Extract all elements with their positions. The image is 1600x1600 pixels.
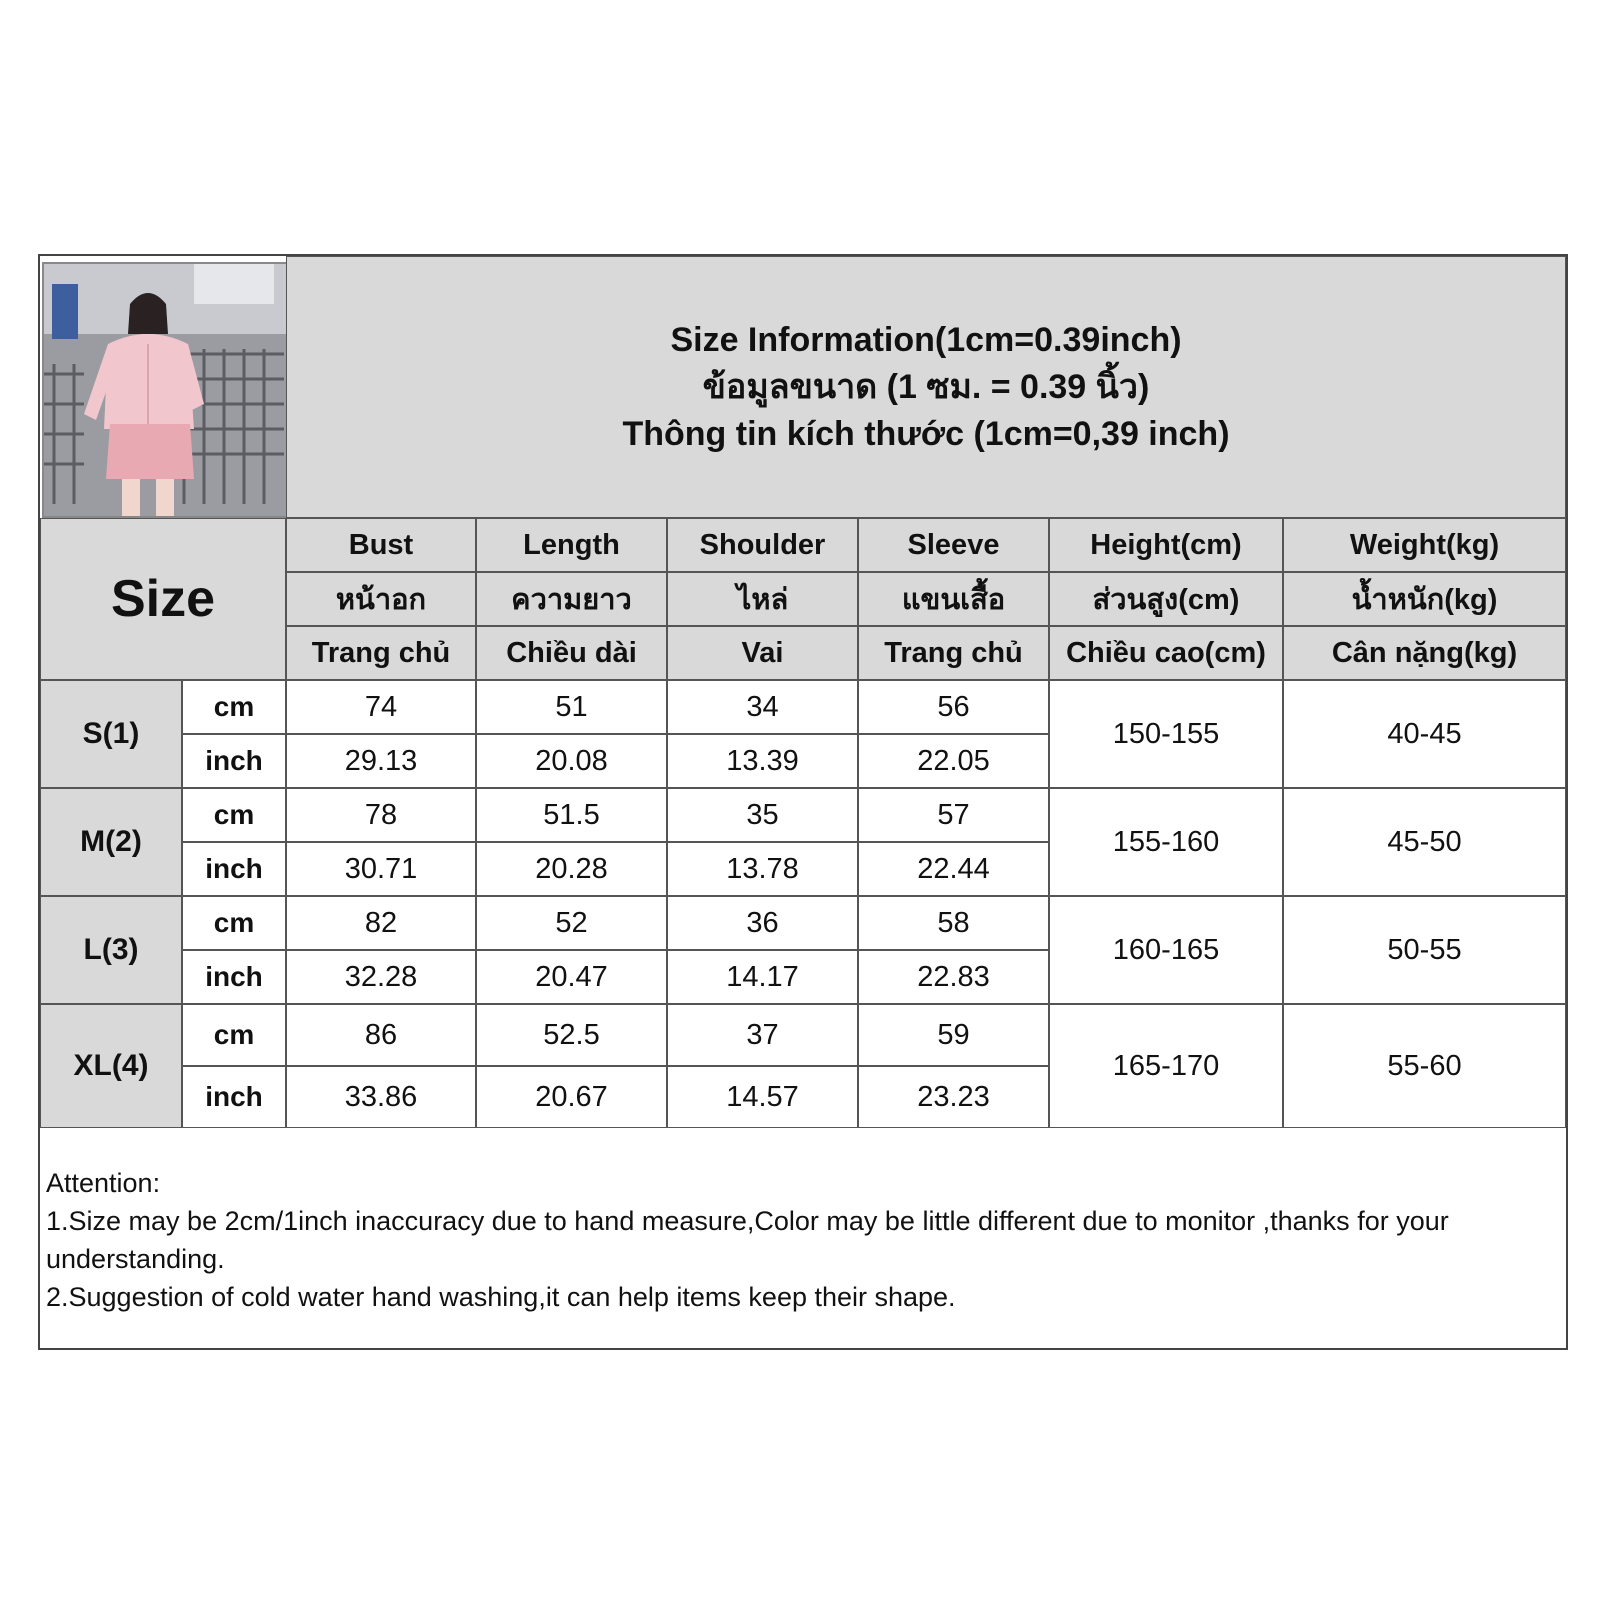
inch-value-cell (286, 950, 476, 1004)
column-header-th-text: ความยาว (511, 584, 632, 616)
weight-range-cell (1283, 896, 1566, 1004)
inch-value-cell-text: 29.13 (344, 744, 418, 777)
height-range-cell-text: 150-155 (1112, 717, 1220, 750)
column-header-th-text: ไหล่ (736, 584, 789, 616)
cm-value-cell (858, 680, 1049, 734)
column-header-en (286, 518, 476, 572)
inch-value-cell (858, 1066, 1049, 1128)
inch-value-cell-text: 33.86 (344, 1080, 418, 1113)
product-photo (42, 262, 288, 518)
cm-value-cell (858, 788, 1049, 842)
inch-value-cell-text: 14.57 (726, 1080, 799, 1113)
cm-value-cell (286, 1004, 476, 1066)
cm-value-cell-text: 58 (937, 906, 970, 939)
cm-value-cell (476, 1004, 667, 1066)
inch-value-cell (286, 842, 476, 896)
note-1: 1.Size may be 2cm/1inch inaccuracy due to hand measure,Color may be little different due to monitor ,thanks for your understanding. (46, 1206, 1449, 1274)
inch-value-cell (858, 950, 1049, 1004)
column-header-vi-text: Trang chủ (884, 636, 1023, 669)
cm-value-cell-text: 74 (364, 690, 398, 723)
cm-value-cell-text: 51 (555, 690, 588, 723)
cm-value-cell (858, 896, 1049, 950)
unit-label-cm (182, 680, 286, 734)
inch-value-cell (476, 1066, 667, 1128)
column-header-th (476, 572, 667, 626)
size-row-label-text: L(3) (83, 933, 139, 966)
inch-value-cell-text: 22.44 (917, 852, 990, 885)
column-header-en-text: Shoulder (699, 528, 826, 561)
cm-value-cell (476, 896, 667, 950)
note-2: 2.Suggestion of cold water hand washing,it can help items keep their shape. (46, 1282, 956, 1312)
attention-notes (40, 1162, 1566, 1348)
column-header-vi-text: Vai (741, 636, 784, 669)
cm-value-cell (667, 896, 858, 950)
cm-value-cell-text: 57 (937, 798, 970, 831)
column-header-vi-text: Trang chủ (311, 636, 451, 669)
column-header-vi (667, 626, 858, 680)
column-header-vi (858, 626, 1049, 680)
column-header-en (1049, 518, 1283, 572)
cm-value-cell-text: 56 (937, 690, 970, 723)
inch-value-cell (476, 950, 667, 1004)
inch-value-cell-text: 22.83 (917, 960, 990, 993)
cm-value-cell-text: 52 (555, 906, 588, 939)
column-header-en-text: Bust (348, 528, 414, 561)
cm-value-cell-text: 59 (937, 1018, 970, 1051)
size-row-label-text: M(2) (80, 825, 142, 858)
column-header-en (858, 518, 1049, 572)
size-label: Size (110, 570, 216, 628)
size-row-label-text: XL(4) (73, 1049, 149, 1082)
height-range-cell (1049, 680, 1283, 788)
inch-value-cell (476, 842, 667, 896)
inch-value-cell-text: 20.67 (535, 1080, 608, 1113)
column-header-en-text: Sleeve (907, 528, 1000, 561)
cm-value-cell (667, 788, 858, 842)
column-header-th (667, 572, 858, 626)
inch-value-cell-text: 22.05 (917, 744, 990, 777)
size-chart (38, 254, 1568, 1350)
cm-value-cell (286, 896, 476, 950)
cm-value-cell (286, 680, 476, 734)
cm-value-cell-text: 82 (364, 906, 398, 939)
cm-value-cell-text: 35 (746, 798, 779, 831)
column-header-en-text: Weight(kg) (1349, 528, 1500, 561)
column-header-vi (1049, 626, 1283, 680)
inch-value-cell-text: 13.78 (726, 852, 799, 885)
unit-label-inch (182, 842, 286, 896)
cm-value-cell-text: 52.5 (543, 1018, 600, 1051)
size-row-label (40, 680, 182, 788)
inch-value-cell (476, 734, 667, 788)
column-header-vi-text: Cân nặng(kg) (1331, 636, 1518, 669)
unit-label-cm (182, 896, 286, 950)
unit-label-cm (182, 1004, 286, 1066)
title-box (286, 256, 1566, 518)
inch-value-cell (667, 842, 858, 896)
inch-value-cell-text: 32.28 (344, 960, 418, 993)
inch-value-cell-text: 30.71 (344, 852, 418, 885)
size-header (40, 518, 286, 680)
cm-value-cell (476, 788, 667, 842)
unit-label-inch-text: inch (205, 745, 263, 776)
cm-value-cell (286, 788, 476, 842)
cm-value-cell (858, 1004, 1049, 1066)
column-header-en-text: Length (523, 528, 620, 561)
height-range-cell-text: 160-165 (1112, 933, 1220, 966)
inch-value-cell (286, 734, 476, 788)
unit-label-inch-text: inch (205, 961, 263, 992)
cm-value-cell (667, 1004, 858, 1066)
weight-range-cell-text: 50-55 (1387, 933, 1462, 966)
unit-label-inch-text: inch (205, 853, 263, 884)
column-header-vi-text: Chiều cao(cm) (1066, 636, 1266, 669)
inch-value-cell-text: 20.28 (535, 852, 608, 885)
unit-label-cm-text: cm (213, 907, 255, 938)
weight-range-cell (1283, 788, 1566, 896)
inch-value-cell-text: 20.47 (535, 960, 608, 993)
inch-value-cell (667, 1066, 858, 1128)
column-header-en (667, 518, 858, 572)
column-header-en (1283, 518, 1566, 572)
weight-range-cell-text: 45-50 (1387, 825, 1462, 858)
inch-value-cell-text: 20.08 (535, 744, 608, 777)
height-range-cell (1049, 896, 1283, 1004)
product-photo-image (44, 264, 286, 516)
cm-value-cell-text: 34 (746, 690, 779, 723)
weight-range-cell (1283, 1004, 1566, 1128)
title-english: Size Information(1cm=0.39inch) (670, 320, 1182, 359)
weight-range-cell-text: 40-45 (1387, 717, 1462, 750)
cm-value-cell (476, 680, 667, 734)
cm-value-cell-text: 86 (364, 1018, 398, 1051)
inch-value-cell-text: 14.17 (726, 960, 799, 993)
cm-value-cell (667, 680, 858, 734)
column-header-vi (476, 626, 667, 680)
inch-value-cell-text: 13.39 (726, 744, 799, 777)
height-range-cell-text: 155-160 (1112, 825, 1220, 858)
inch-value-cell-text: 23.23 (917, 1080, 990, 1113)
cm-value-cell-text: 51.5 (543, 798, 600, 831)
notes-heading: Attention: (46, 1168, 161, 1198)
inch-value-cell (667, 950, 858, 1004)
size-row-label (40, 1004, 182, 1128)
cm-value-cell-text: 78 (364, 798, 398, 831)
unit-label-inch (182, 734, 286, 788)
column-header-th (1283, 572, 1566, 626)
cm-value-cell-text: 36 (746, 906, 779, 939)
column-header-vi (1283, 626, 1566, 680)
height-range-cell (1049, 788, 1283, 896)
column-header-vi (286, 626, 476, 680)
unit-label-cm-text: cm (213, 799, 255, 830)
height-range-cell-text: 165-170 (1112, 1049, 1220, 1082)
inch-value-cell (858, 734, 1049, 788)
unit-label-inch-text: inch (205, 1081, 263, 1112)
column-header-th (858, 572, 1049, 626)
column-header-th (1049, 572, 1283, 626)
column-header-th-text: แขนเสื้อ (901, 584, 1006, 616)
inch-value-cell (667, 734, 858, 788)
weight-range-cell-text: 55-60 (1387, 1049, 1462, 1082)
height-range-cell (1049, 1004, 1283, 1128)
unit-label-inch (182, 1066, 286, 1128)
unit-label-inch (182, 950, 286, 1004)
title-thai: ข้อมูลขนาด (1 ซม. = 0.39 นิ้ว) (702, 367, 1150, 406)
column-header-th (286, 572, 476, 626)
title-vietnamese: Thông tin kích thước (1cm=0,39 inch) (622, 414, 1230, 453)
column-header-th-text: ส่วนสูง(cm) (1092, 584, 1240, 616)
weight-range-cell (1283, 680, 1566, 788)
column-header-en (476, 518, 667, 572)
size-row-label (40, 896, 182, 1004)
size-row-label-text: S(1) (82, 717, 140, 750)
inch-value-cell (858, 842, 1049, 896)
inch-value-cell (286, 1066, 476, 1128)
column-header-th-text: หน้าอก (335, 584, 427, 616)
unit-label-cm (182, 788, 286, 842)
column-header-en-text: Height(cm) (1090, 528, 1242, 561)
column-header-th-text: น้ำหนัก(kg) (1351, 584, 1498, 616)
size-row-label (40, 788, 182, 896)
unit-label-cm-text: cm (213, 691, 255, 722)
unit-label-cm-text: cm (213, 1019, 255, 1050)
cm-value-cell-text: 37 (746, 1018, 779, 1051)
column-header-vi-text: Chiều dài (506, 636, 637, 669)
